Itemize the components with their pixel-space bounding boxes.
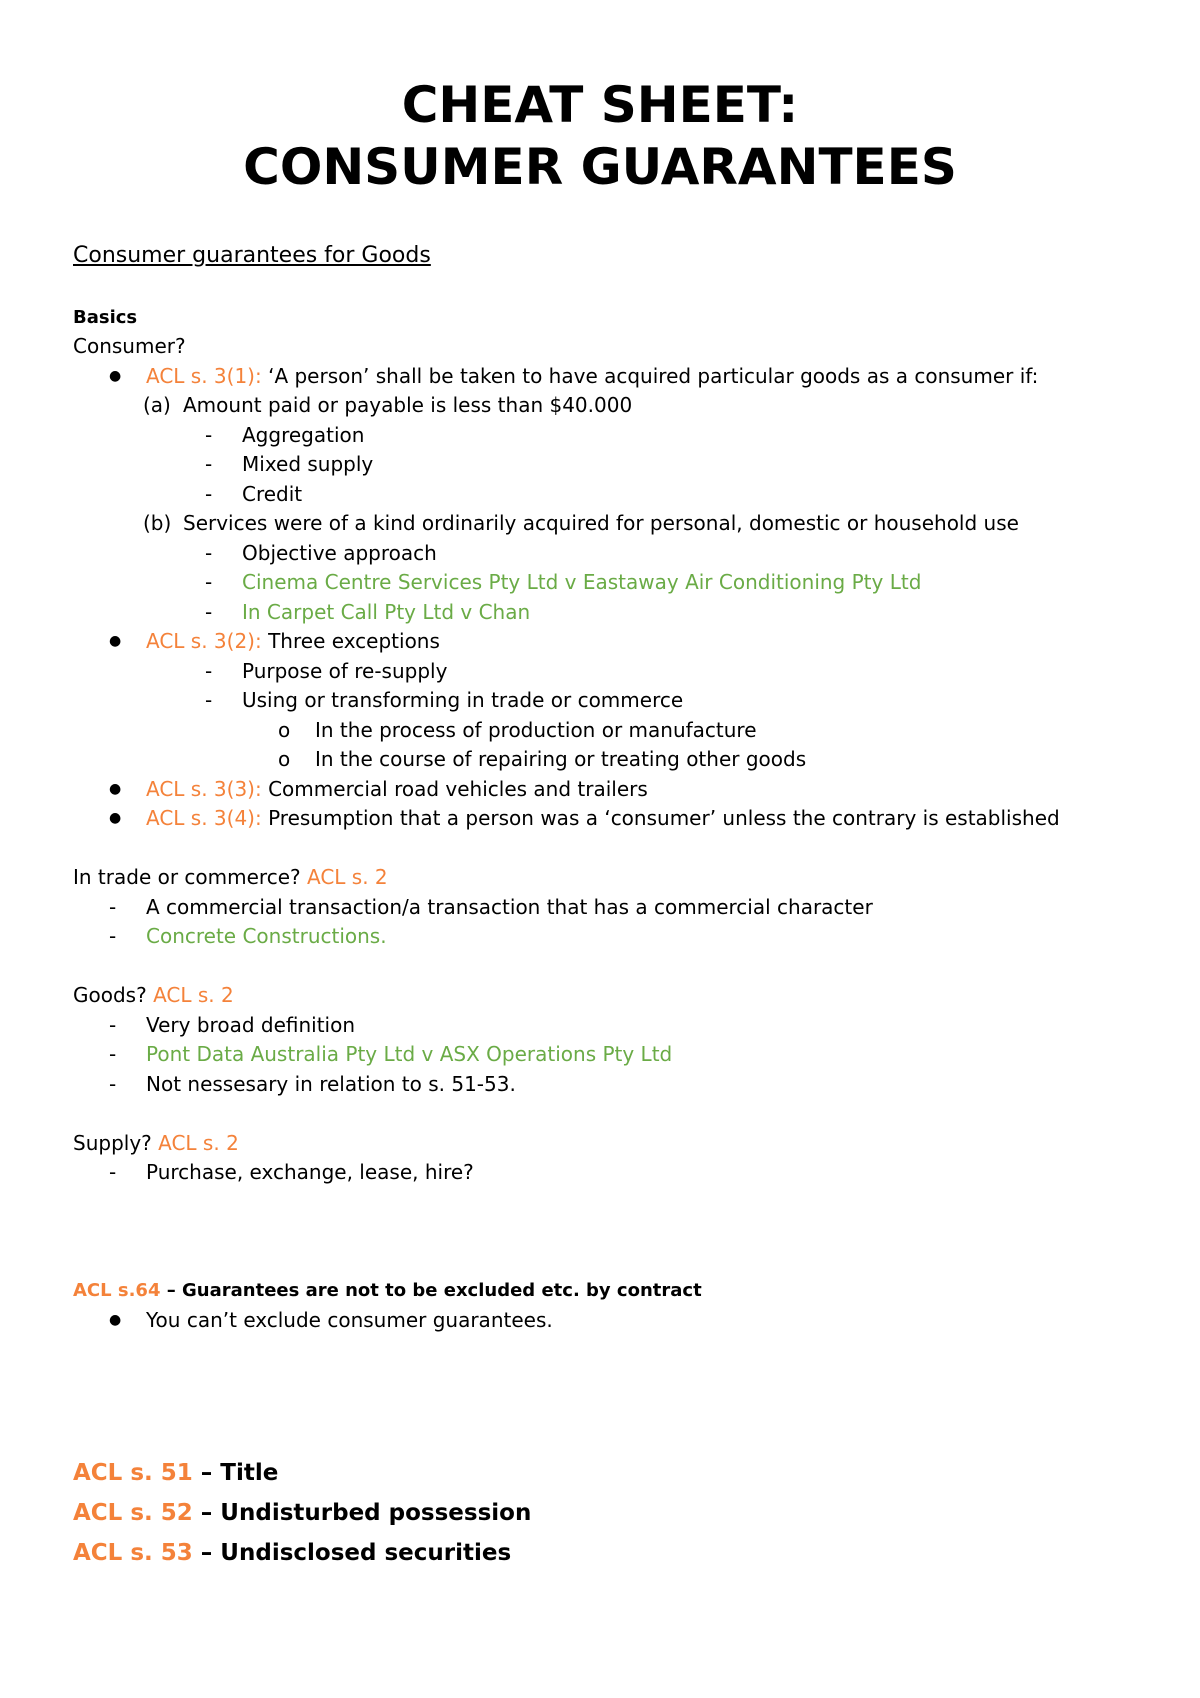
acl-reference: ACL s. 3(1): <box>146 363 262 388</box>
dash-text: Using or transforming in trade or commerce <box>242 688 684 712</box>
dash-icon: - <box>109 1012 117 1037</box>
dash-item <box>73 450 1153 480</box>
trade-question <box>73 863 1153 893</box>
consumer-question: Consumer? <box>73 334 186 358</box>
bullet-icon: ● <box>109 367 122 384</box>
dash-icon: - <box>205 452 213 476</box>
dash-icon: - <box>109 924 117 948</box>
dash-item <box>73 1011 1153 1041</box>
dash-item <box>73 893 1153 923</box>
dash-text: Objective approach <box>242 540 437 565</box>
section-heading-52 <box>73 1493 1153 1533</box>
circle-text: In the process of production or manufacture <box>315 717 757 742</box>
question-text: Supply? <box>73 1130 159 1155</box>
bullet-icon: ● <box>109 810 122 826</box>
bullet-icon: ● <box>109 780 122 797</box>
dash-text: A commercial transaction/a transaction that has a commercial character <box>146 894 873 919</box>
dash-item <box>73 1040 1153 1070</box>
acl-reference: ACL s.64 <box>73 1280 161 1301</box>
circle-bullet-icon: o <box>278 747 291 771</box>
supply-question <box>73 1129 1153 1159</box>
dash-text: Credit <box>242 481 303 506</box>
dash-text: Purchase, exchange, lease, hire? <box>146 1160 474 1184</box>
dash-item <box>73 568 1153 598</box>
section-heading-goods: Consumer guarantees for Goods <box>73 243 431 268</box>
bullet-icon: ● <box>109 633 122 649</box>
dash-item <box>73 421 1153 451</box>
bullet-text: Presumption that a person was a ‘consumer’ unless the contrary is established <box>261 806 1060 830</box>
dash-item <box>73 686 1153 716</box>
dash-icon: - <box>205 422 213 447</box>
heading-text: – Guarantees are not to be excluded etc. by contract <box>160 1280 702 1301</box>
dash-icon: - <box>109 894 117 919</box>
circle-item <box>73 745 1153 775</box>
title-line-2: CONSUMER GUARANTEES <box>243 138 957 196</box>
alpha-text: Amount paid or payable is less than $40.000 <box>183 393 633 417</box>
bullet-text: ‘A person’ shall be taken to have acquired particular goods as a consumer if: <box>261 363 1039 388</box>
case-reference: In Carpet Call Pty Ltd v Chan <box>242 599 531 624</box>
acl-reference: ACL s. 2 <box>306 865 388 889</box>
question-text: Goods? <box>73 983 154 1007</box>
dash-item <box>73 480 1153 510</box>
circle-text: In the course of repairing or treating other goods <box>315 747 807 771</box>
circle-item <box>73 716 1153 746</box>
acl-reference: ACL s. 2 <box>153 983 234 1007</box>
question-text: In trade or commerce? <box>73 865 307 889</box>
dash-icon: - <box>109 1160 117 1184</box>
bullet-item <box>73 627 1153 657</box>
dash-icon: - <box>109 1071 117 1096</box>
dash-text: Aggregation <box>242 422 365 447</box>
bullet-item <box>73 804 1153 834</box>
alpha-label: (b) <box>143 511 172 535</box>
acl-reference: ACL s. 3(4): <box>146 806 262 830</box>
document-title <box>0 74 1200 198</box>
heading-text: – Undisturbed possession <box>192 1500 532 1526</box>
alpha-item-a <box>73 391 1153 421</box>
bullet-item <box>73 775 1153 805</box>
dash-item <box>73 922 1153 952</box>
document-body <box>73 241 1153 1573</box>
dash-item <box>73 598 1153 628</box>
acl-reference: ACL s. 52 <box>73 1500 193 1526</box>
dash-text: Mixed supply <box>242 452 374 476</box>
acl-reference: ACL s. 3(3): <box>146 776 262 801</box>
goods-question <box>73 981 1153 1011</box>
heading-text: – Undisclosed securities <box>192 1540 512 1566</box>
acl-reference: ACL s. 53 <box>73 1540 193 1566</box>
bullet-text: Three exceptions <box>261 629 440 653</box>
section-heading-53 <box>73 1533 1153 1573</box>
dash-item <box>73 539 1153 569</box>
dash-text: Purpose of re-supply <box>242 658 448 683</box>
alpha-item-b <box>73 509 1153 539</box>
bullet-icon: ● <box>109 1311 122 1328</box>
title-line-1: CHEAT SHEET: <box>401 76 799 134</box>
dash-icon: - <box>205 540 213 565</box>
acl-reference: ACL s. 51 <box>73 1460 193 1486</box>
dash-item <box>73 1070 1153 1100</box>
dash-icon: - <box>205 570 213 594</box>
alpha-label: (a) <box>143 393 171 417</box>
acl-reference: ACL s. 3(2): <box>146 629 262 653</box>
dash-icon: - <box>205 481 213 506</box>
dash-text: Not nessesary in relation to s. 51-53. <box>146 1071 516 1096</box>
dash-icon: - <box>205 658 213 683</box>
bullet-item <box>73 362 1153 392</box>
bullet-item <box>73 1306 1153 1336</box>
alpha-text: Services were of a kind ordinarily acquired for personal, domestic or household use <box>183 511 1019 535</box>
dash-item <box>73 1158 1153 1188</box>
dash-icon: - <box>205 599 213 624</box>
section-heading-51 <box>73 1453 1153 1493</box>
case-reference: Cinema Centre Services Pty Ltd v Eastaway Air Conditioning Pty Ltd <box>242 570 922 594</box>
dash-icon: - <box>205 688 213 712</box>
case-reference: Pont Data Australia Pty Ltd v ASX Operations Pty Ltd <box>146 1042 673 1066</box>
dash-text: Very broad definition <box>146 1012 356 1037</box>
circle-bullet-icon: o <box>278 717 291 742</box>
s64-heading <box>73 1276 1153 1306</box>
heading-text: – Title <box>192 1460 279 1486</box>
acl-reference: ACL s. 2 <box>158 1130 239 1155</box>
case-reference: Concrete Constructions. <box>146 924 387 948</box>
dash-icon: - <box>109 1042 117 1066</box>
dash-item <box>73 657 1153 687</box>
basics-heading: Basics <box>73 306 138 328</box>
bullet-text: Commercial road vehicles and trailers <box>261 776 648 801</box>
bullet-text: You can’t exclude consumer guarantees. <box>146 1307 553 1332</box>
